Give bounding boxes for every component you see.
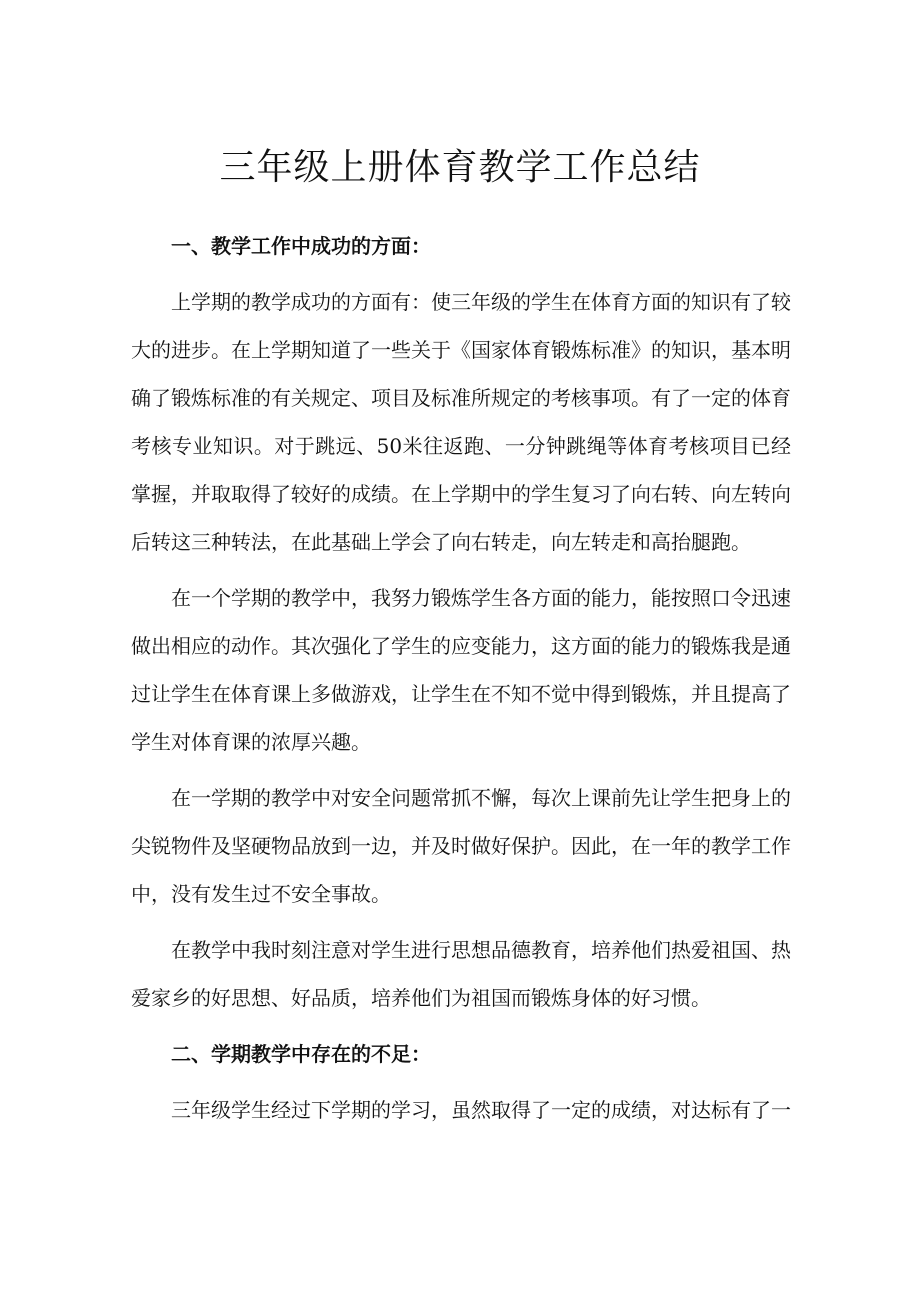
paragraph-success-overview: 上学期的教学成功的方面有：使三年级的学生在体育方面的知识有了较大的进步。在上学期知道了一些关于《国家体育锻炼标准》的知识，基本明确了锻炼标准的有关规定、项目及标准所规定的考核事项。有了一定的体育考核专业知识。对于跳远、50米往返跑、一分钟跳绳等体育考核项目已经掌握，并取取得了较好的成绩。在上学期中的学生复习了向右转、向左转向后转这三种转法，在此基础上学会了向右转走，向左转走和高抬腿跑。: [131, 290, 791, 554]
paragraph-shortcomings: 三年级学生经过下学期的学习，虽然取得了一定的成绩，对达标有了一: [171, 1098, 791, 1122]
paragraph-moral-education: 在教学中我时刻注意对学生进行思想品德教育，培养他们热爱祖国、热爱家乡的好思想、好品质，培养他们为祖国而锻炼身体的好习惯。: [131, 938, 791, 1010]
section-heading-shortcomings: 二、学期教学中存在的不足：: [171, 1042, 431, 1066]
document-body: [131, 222, 791, 1142]
section-heading-success: 一、教学工作中成功的方面：: [171, 234, 431, 258]
paragraph-safety: 在一学期的教学中对安全问题常抓不懈，每次上课前先让学生把身上的尖锐物件及坚硬物品放到一边，并及时做好保护。因此，在一年的教学工作中，没有发生过不安全事故。: [131, 786, 791, 906]
paragraph-ability-training: 在一个学期的教学中，我努力锻炼学生各方面的能力，能按照口令迅速做出相应的动作。其次强化了学生的应变能力，这方面的能力的锻炼我是通过让学生在体育课上多做游戏，让学生在不知不觉中得到锻炼，并且提高了学生对体育课的浓厚兴趣。: [131, 586, 791, 754]
page-title: 三年级上册体育教学工作总结: [219, 147, 701, 188]
